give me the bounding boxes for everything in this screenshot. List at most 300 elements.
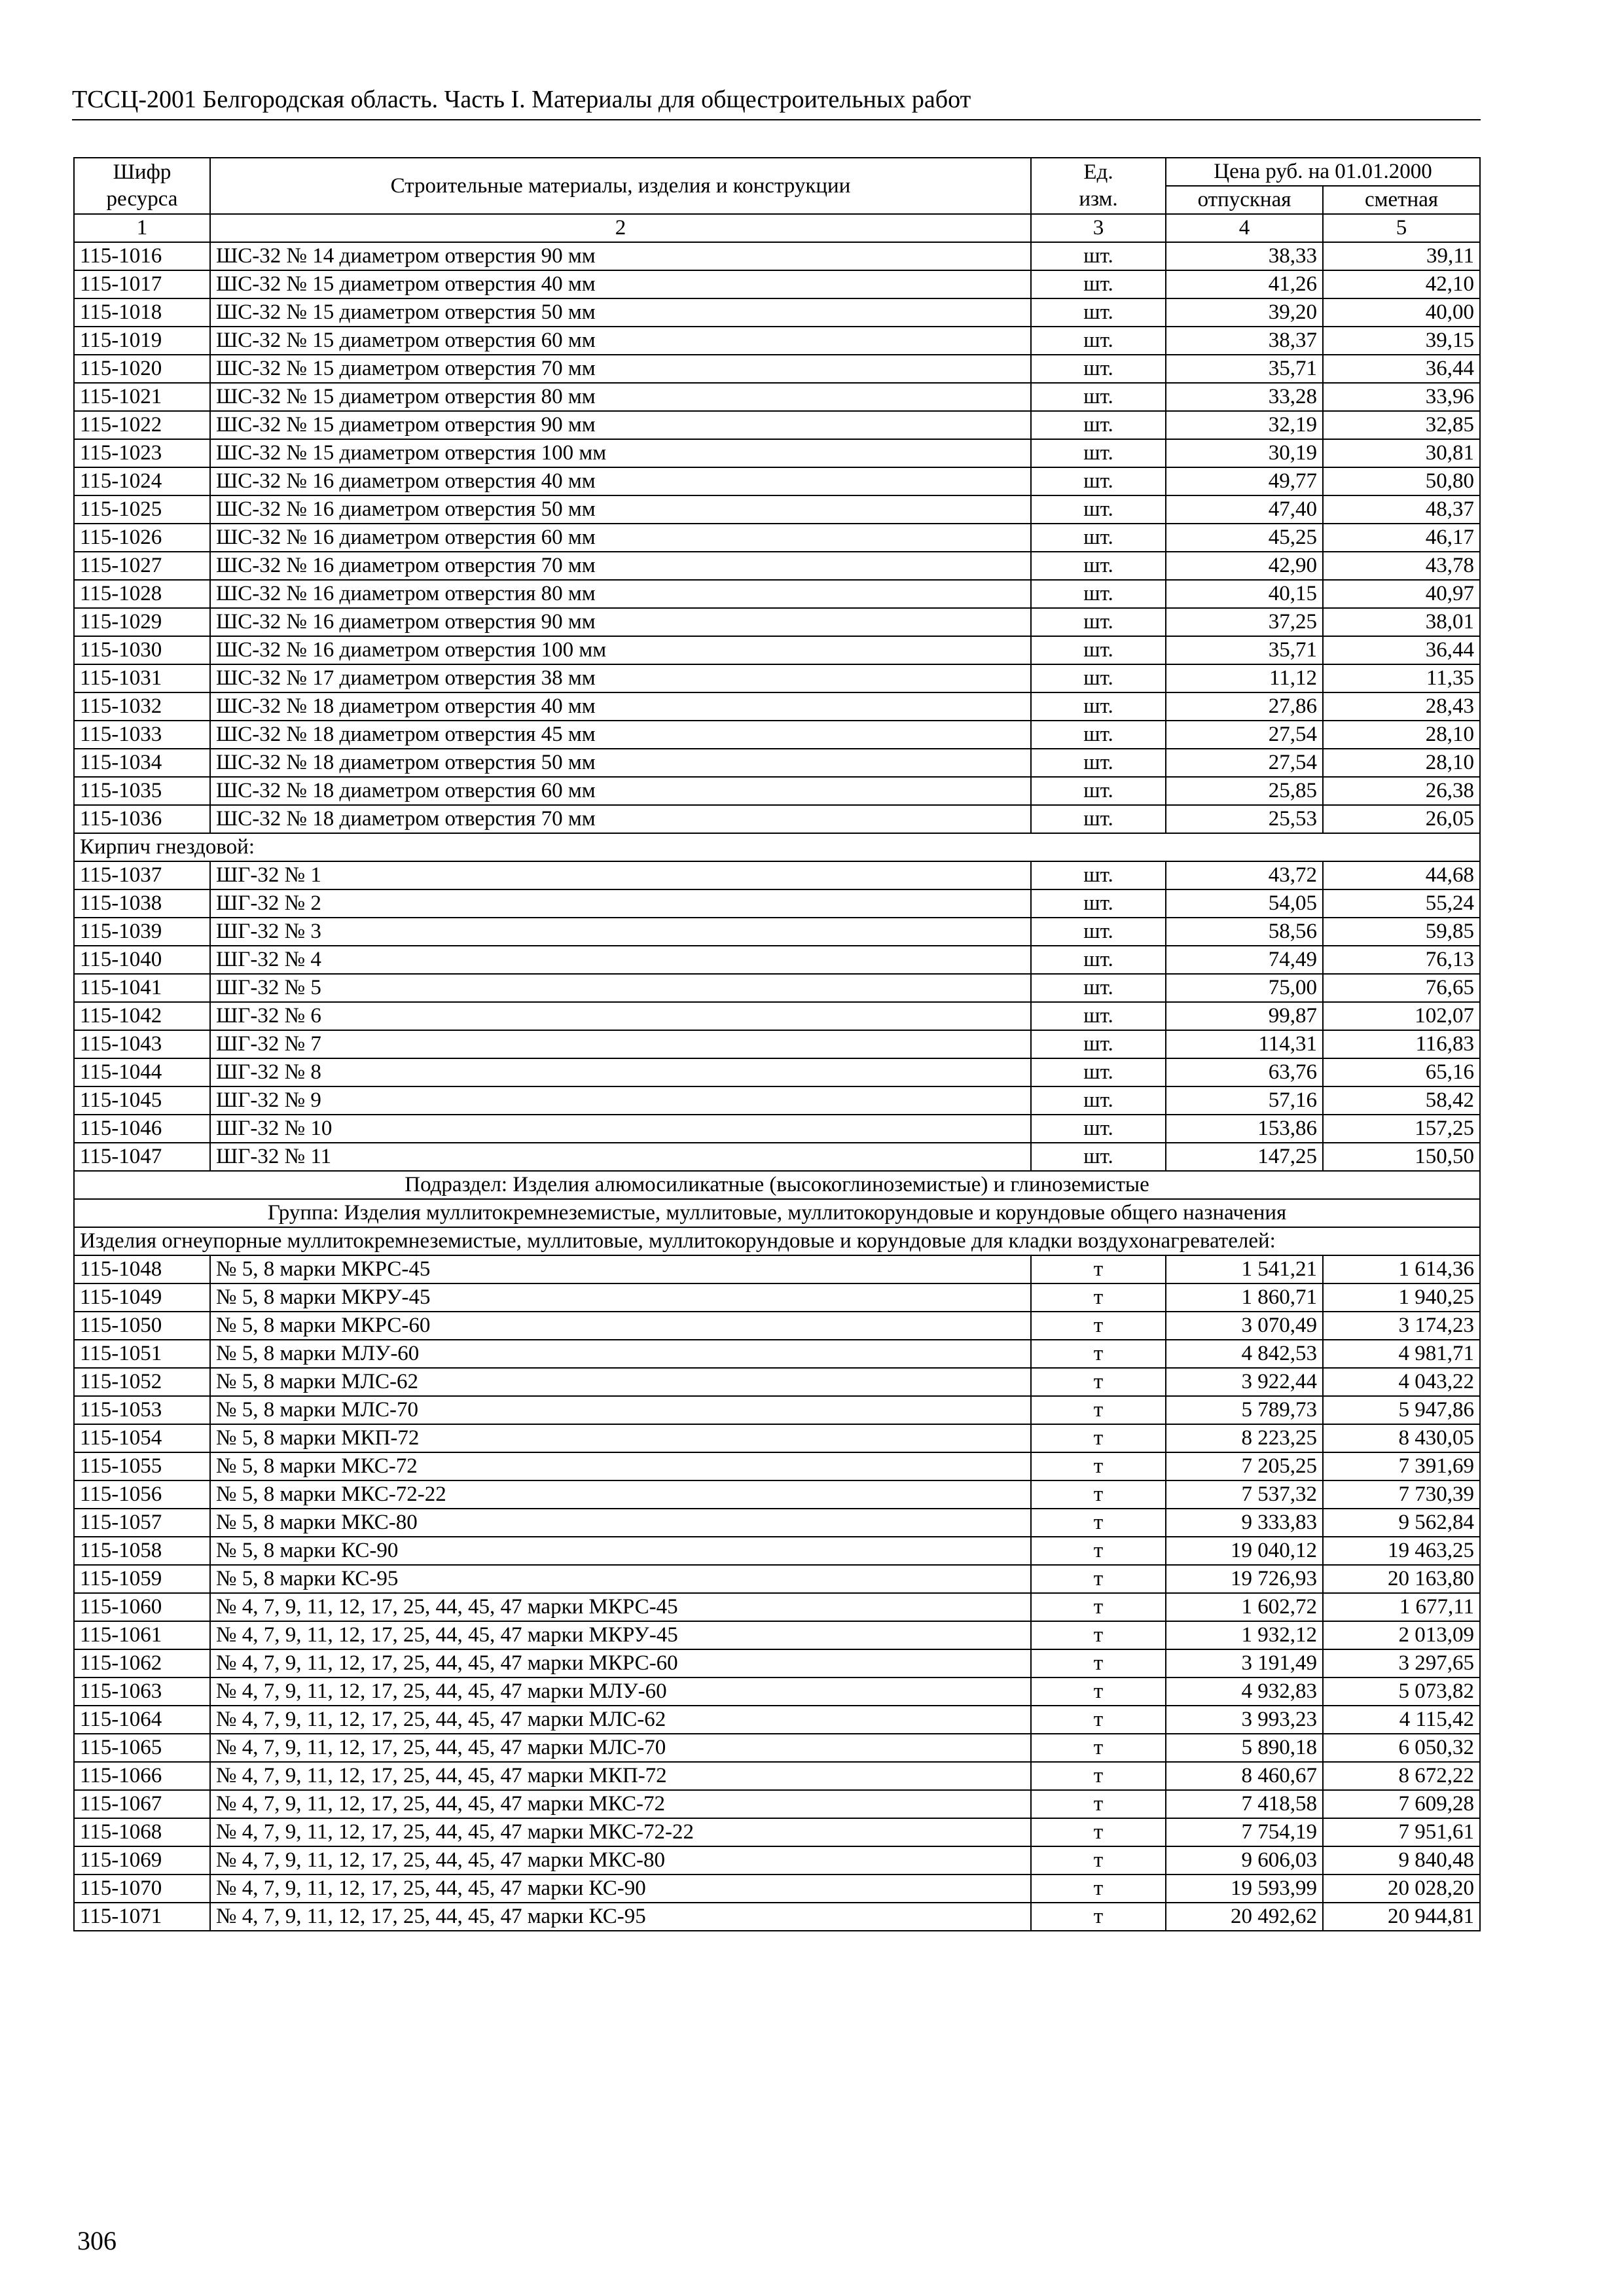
table-row	[74, 1480, 1480, 1509]
cell-code: 115-1038	[74, 889, 210, 918]
cell-price-release: 1 860,71	[1166, 1283, 1323, 1312]
cell-code: 115-1047	[74, 1143, 210, 1171]
cell-code: 115-1067	[74, 1790, 210, 1818]
cell-name: ШС-32 № 17 диаметром отверстия 38 мм	[210, 664, 1031, 692]
table-row	[74, 1846, 1480, 1874]
table-row	[74, 1030, 1480, 1058]
table-row	[74, 1086, 1480, 1115]
cell-name: ШС-32 № 16 диаметром отверстия 50 мм	[210, 495, 1031, 524]
col-header-code-text: Шифр ресурса	[106, 160, 178, 211]
cell-price-release: 27,54	[1166, 749, 1323, 777]
cell-price-release: 8 223,25	[1166, 1424, 1323, 1452]
cell-name: ШС-32 № 16 диаметром отверстия 80 мм	[210, 580, 1031, 608]
cell-unit: т	[1031, 1283, 1166, 1312]
cell-price-estimate: 26,38	[1323, 777, 1480, 805]
cell-code: 115-1055	[74, 1452, 210, 1480]
cell-code: 115-1034	[74, 749, 210, 777]
cell-unit: т	[1031, 1846, 1166, 1874]
cell-price-release: 7 418,58	[1166, 1790, 1323, 1818]
cell-code: 115-1046	[74, 1115, 210, 1143]
cell-unit: шт.	[1031, 805, 1166, 833]
table-row	[74, 242, 1480, 270]
cell-code: 115-1028	[74, 580, 210, 608]
col-number-4: 4	[1166, 214, 1323, 242]
cell-unit: шт.	[1031, 327, 1166, 355]
cell-unit: шт.	[1031, 495, 1166, 524]
cell-price-release: 114,31	[1166, 1030, 1323, 1058]
cell-name: № 5, 8 марки МКС-72-22	[210, 1480, 1031, 1509]
cell-name: ШГ-32 № 5	[210, 974, 1031, 1002]
cell-price-estimate: 20 163,80	[1323, 1565, 1480, 1593]
table-row	[74, 861, 1480, 889]
cell-name: № 5, 8 марки МКРУ-45	[210, 1283, 1031, 1312]
table-row	[74, 467, 1480, 495]
cell-unit: т	[1031, 1565, 1166, 1593]
rows-group-a	[74, 242, 1480, 833]
rows-group-b	[74, 861, 1480, 1171]
cell-price-estimate: 11,35	[1323, 664, 1480, 692]
cell-code: 115-1027	[74, 552, 210, 580]
cell-price-estimate: 116,83	[1323, 1030, 1480, 1058]
cell-code: 115-1040	[74, 946, 210, 974]
cell-price-estimate: 42,10	[1323, 270, 1480, 298]
cell-unit: т	[1031, 1762, 1166, 1790]
cell-price-estimate: 36,44	[1323, 355, 1480, 383]
cell-unit: шт.	[1031, 946, 1166, 974]
cell-price-release: 74,49	[1166, 946, 1323, 974]
cell-name: ШГ-32 № 2	[210, 889, 1031, 918]
cell-code: 115-1049	[74, 1283, 210, 1312]
cell-code: 115-1054	[74, 1424, 210, 1452]
cell-name: ШГ-32 № 6	[210, 1002, 1031, 1030]
table-row	[74, 411, 1480, 439]
cell-unit: шт.	[1031, 270, 1166, 298]
cell-name: ШГ-32 № 9	[210, 1086, 1031, 1115]
cell-code: 115-1029	[74, 608, 210, 636]
cell-code: 115-1064	[74, 1706, 210, 1734]
cell-price-release: 42,90	[1166, 552, 1323, 580]
subheading-row	[74, 1227, 1480, 1255]
cell-price-estimate: 20 944,81	[1323, 1903, 1480, 1931]
cell-price-estimate: 50,80	[1323, 467, 1480, 495]
cell-unit: т	[1031, 1340, 1166, 1368]
cell-price-estimate: 43,78	[1323, 552, 1480, 580]
section-group	[74, 1171, 1480, 1255]
cell-unit: шт.	[1031, 974, 1166, 1002]
cell-unit: шт.	[1031, 692, 1166, 721]
cell-price-estimate: 33,96	[1323, 383, 1480, 411]
column-numbers-row	[74, 214, 1480, 242]
col-number-5: 5	[1323, 214, 1480, 242]
cell-unit: шт.	[1031, 552, 1166, 580]
cell-code: 115-1025	[74, 495, 210, 524]
cell-unit: т	[1031, 1312, 1166, 1340]
cell-price-release: 9 333,83	[1166, 1509, 1323, 1537]
cell-price-estimate: 1 940,25	[1323, 1283, 1480, 1312]
table-row	[74, 1396, 1480, 1424]
col-header-unit-text: Ед. изм.	[1079, 160, 1118, 211]
cell-code: 115-1048	[74, 1255, 210, 1283]
cell-unit: т	[1031, 1649, 1166, 1677]
cell-name: ШС-32 № 14 диаметром отверстия 90 мм	[210, 242, 1031, 270]
table-row	[74, 580, 1480, 608]
cell-unit: т	[1031, 1818, 1166, 1846]
cell-name: № 5, 8 марки МЛС-70	[210, 1396, 1031, 1424]
cell-price-release: 30,19	[1166, 439, 1323, 467]
cell-price-estimate: 59,85	[1323, 918, 1480, 946]
cell-code: 115-1035	[74, 777, 210, 805]
cell-price-release: 3 922,44	[1166, 1368, 1323, 1396]
table-row	[74, 1424, 1480, 1452]
cell-name: № 5, 8 марки МКП-72	[210, 1424, 1031, 1452]
cell-price-release: 33,28	[1166, 383, 1323, 411]
cell-price-release: 99,87	[1166, 1002, 1323, 1030]
cell-price-estimate: 1 677,11	[1323, 1593, 1480, 1621]
cell-price-estimate: 32,85	[1323, 411, 1480, 439]
cell-name: № 4, 7, 9, 11, 12, 17, 25, 44, 45, 47 марки МЛС-70	[210, 1734, 1031, 1762]
table-row	[74, 524, 1480, 552]
cell-unit: шт.	[1031, 355, 1166, 383]
cell-price-estimate: 48,37	[1323, 495, 1480, 524]
cell-price-estimate: 20 028,20	[1323, 1874, 1480, 1903]
subheading-nest-brick: Кирпич гнездовой:	[74, 833, 1480, 861]
cell-price-release: 41,26	[1166, 270, 1323, 298]
cell-code: 115-1022	[74, 411, 210, 439]
cell-price-estimate: 36,44	[1323, 636, 1480, 664]
cell-code: 115-1026	[74, 524, 210, 552]
cell-price-estimate: 76,13	[1323, 946, 1480, 974]
cell-price-release: 43,72	[1166, 861, 1323, 889]
table-row	[74, 1565, 1480, 1593]
cell-name: № 4, 7, 9, 11, 12, 17, 25, 44, 45, 47 марки МЛС-62	[210, 1706, 1031, 1734]
cell-price-release: 35,71	[1166, 636, 1323, 664]
cell-code: 115-1045	[74, 1086, 210, 1115]
cell-unit: шт.	[1031, 889, 1166, 918]
cell-code: 115-1062	[74, 1649, 210, 1677]
cell-code: 115-1020	[74, 355, 210, 383]
cell-name: ШС-32 № 15 диаметром отверстия 50 мм	[210, 298, 1031, 327]
cell-code: 115-1037	[74, 861, 210, 889]
cell-code: 115-1042	[74, 1002, 210, 1030]
cell-price-release: 19 593,99	[1166, 1874, 1323, 1903]
cell-code: 115-1053	[74, 1396, 210, 1424]
table-row	[74, 1762, 1480, 1790]
cell-name: № 4, 7, 9, 11, 12, 17, 25, 44, 45, 47 марки МКС-80	[210, 1846, 1031, 1874]
cell-name: ШС-32 № 15 диаметром отверстия 70 мм	[210, 355, 1031, 383]
cell-name: № 5, 8 марки КС-95	[210, 1565, 1031, 1593]
cell-unit: шт.	[1031, 636, 1166, 664]
cell-price-estimate: 28,43	[1323, 692, 1480, 721]
table-row	[74, 946, 1480, 974]
table-row	[74, 1734, 1480, 1762]
col-header-price-release: отпускная	[1166, 186, 1323, 214]
page-header: ТССЦ-2001 Белгородская область. Часть I. Материалы для общестроительных работ	[72, 84, 1481, 120]
cell-name: № 4, 7, 9, 11, 12, 17, 25, 44, 45, 47 марки МКП-72	[210, 1762, 1031, 1790]
cell-name: ШС-32 № 15 диаметром отверстия 80 мм	[210, 383, 1031, 411]
cell-price-estimate: 3 297,65	[1323, 1649, 1480, 1677]
cell-price-estimate: 28,10	[1323, 721, 1480, 749]
col-header-code	[74, 158, 210, 214]
table-row	[74, 552, 1480, 580]
cell-name: ШС-32 № 16 диаметром отверстия 100 мм	[210, 636, 1031, 664]
table-row	[74, 495, 1480, 524]
section-heading: Подраздел: Изделия алюмосиликатные (высокоглиноземистые) и глиноземистые	[74, 1171, 1480, 1199]
cell-price-estimate: 7 951,61	[1323, 1818, 1480, 1846]
cell-price-release: 5 789,73	[1166, 1396, 1323, 1424]
table-row	[74, 805, 1480, 833]
cell-price-release: 5 890,18	[1166, 1734, 1323, 1762]
table-row	[74, 1706, 1480, 1734]
cell-name: № 5, 8 марки КС-90	[210, 1537, 1031, 1565]
cell-price-estimate: 102,07	[1323, 1002, 1480, 1030]
subhead-b-group	[74, 833, 1480, 861]
rows-group-c	[74, 1255, 1480, 1931]
cell-code: 115-1058	[74, 1537, 210, 1565]
price-table	[73, 157, 1481, 1931]
table-row	[74, 1649, 1480, 1677]
section-row	[74, 1171, 1480, 1199]
cell-price-release: 45,25	[1166, 524, 1323, 552]
cell-price-release: 19 040,12	[1166, 1537, 1323, 1565]
cell-price-estimate: 5 073,82	[1323, 1677, 1480, 1706]
cell-price-estimate: 28,10	[1323, 749, 1480, 777]
table-row	[74, 1874, 1480, 1903]
cell-price-estimate: 8 430,05	[1323, 1424, 1480, 1452]
table-row	[74, 1509, 1480, 1537]
cell-name: № 4, 7, 9, 11, 12, 17, 25, 44, 45, 47 марки МКС-72	[210, 1790, 1031, 1818]
cell-name: № 4, 7, 9, 11, 12, 17, 25, 44, 45, 47 марки МКРС-45	[210, 1593, 1031, 1621]
cell-name: № 4, 7, 9, 11, 12, 17, 25, 44, 45, 47 марки МКРУ-45	[210, 1621, 1031, 1649]
cell-price-estimate: 40,00	[1323, 298, 1480, 327]
cell-name: ШГ-32 № 4	[210, 946, 1031, 974]
cell-code: 115-1056	[74, 1480, 210, 1509]
cell-name: № 4, 7, 9, 11, 12, 17, 25, 44, 45, 47 марки МКС-72-22	[210, 1818, 1031, 1846]
table-row	[74, 1312, 1480, 1340]
cell-unit: шт.	[1031, 439, 1166, 467]
cell-unit: т	[1031, 1706, 1166, 1734]
table-row	[74, 749, 1480, 777]
group-row	[74, 1199, 1480, 1227]
table-row	[74, 636, 1480, 664]
table-row	[74, 777, 1480, 805]
cell-price-estimate: 55,24	[1323, 889, 1480, 918]
cell-name: ШГ-32 № 7	[210, 1030, 1031, 1058]
cell-price-release: 25,85	[1166, 777, 1323, 805]
cell-price-estimate: 19 463,25	[1323, 1537, 1480, 1565]
cell-code: 115-1061	[74, 1621, 210, 1649]
cell-unit: шт.	[1031, 1058, 1166, 1086]
cell-name: ШС-32 № 18 диаметром отверстия 60 мм	[210, 777, 1031, 805]
cell-unit: шт.	[1031, 524, 1166, 552]
cell-unit: т	[1031, 1255, 1166, 1283]
cell-code: 115-1059	[74, 1565, 210, 1593]
cell-unit: шт.	[1031, 608, 1166, 636]
cell-price-release: 54,05	[1166, 889, 1323, 918]
cell-price-release: 37,25	[1166, 608, 1323, 636]
table-row	[74, 918, 1480, 946]
cell-price-release: 4 842,53	[1166, 1340, 1323, 1368]
cell-name: ШС-32 № 16 диаметром отверстия 60 мм	[210, 524, 1031, 552]
table-row	[74, 1537, 1480, 1565]
cell-price-release: 3 993,23	[1166, 1706, 1323, 1734]
cell-code: 115-1041	[74, 974, 210, 1002]
table-row	[74, 889, 1480, 918]
cell-unit: т	[1031, 1537, 1166, 1565]
cell-code: 115-1024	[74, 467, 210, 495]
cell-price-estimate: 3 174,23	[1323, 1312, 1480, 1340]
cell-code: 115-1071	[74, 1903, 210, 1931]
cell-code: 115-1021	[74, 383, 210, 411]
cell-name: № 5, 8 марки МКРС-60	[210, 1312, 1031, 1340]
cell-price-release: 153,86	[1166, 1115, 1323, 1143]
cell-unit: шт.	[1031, 467, 1166, 495]
table-row	[74, 1677, 1480, 1706]
cell-price-release: 8 460,67	[1166, 1762, 1323, 1790]
col-header-price: Цена руб. на 01.01.2000	[1166, 158, 1480, 186]
cell-price-release: 35,71	[1166, 355, 1323, 383]
table-row	[74, 1621, 1480, 1649]
cell-price-estimate: 1 614,36	[1323, 1255, 1480, 1283]
cell-code: 115-1044	[74, 1058, 210, 1086]
cell-code: 115-1018	[74, 298, 210, 327]
table-row	[74, 1283, 1480, 1312]
cell-name: № 4, 7, 9, 11, 12, 17, 25, 44, 45, 47 марки КС-90	[210, 1874, 1031, 1903]
col-header-name: Строительные материалы, изделия и конструкции	[210, 158, 1031, 214]
col-number-2: 2	[210, 214, 1031, 242]
group-heading	[74, 1199, 1480, 1227]
cell-unit: т	[1031, 1874, 1166, 1903]
cell-name: № 4, 7, 9, 11, 12, 17, 25, 44, 45, 47 марки МКРС-60	[210, 1649, 1031, 1677]
cell-unit: т	[1031, 1424, 1166, 1452]
cell-unit: шт.	[1031, 1086, 1166, 1115]
cell-code: 115-1065	[74, 1734, 210, 1762]
cell-price-estimate: 2 013,09	[1323, 1621, 1480, 1649]
cell-price-release: 19 726,93	[1166, 1565, 1323, 1593]
cell-name: ШС-32 № 15 диаметром отверстия 90 мм	[210, 411, 1031, 439]
cell-code: 115-1030	[74, 636, 210, 664]
table-row	[74, 298, 1480, 327]
cell-unit: шт.	[1031, 749, 1166, 777]
table-row	[74, 1058, 1480, 1086]
group-heading-text: Группа: Изделия муллитокремнеземистые, муллитовые, муллитокорундовые и корундовые общего назначения	[267, 1201, 1287, 1225]
cell-price-estimate: 30,81	[1323, 439, 1480, 467]
cell-name: ШГ-32 № 11	[210, 1143, 1031, 1171]
cell-unit: шт.	[1031, 918, 1166, 946]
cell-unit: т	[1031, 1677, 1166, 1706]
cell-price-release: 25,53	[1166, 805, 1323, 833]
cell-code: 115-1057	[74, 1509, 210, 1537]
cell-price-estimate: 4 981,71	[1323, 1340, 1480, 1368]
cell-unit: т	[1031, 1734, 1166, 1762]
cell-unit: шт.	[1031, 1030, 1166, 1058]
cell-price-estimate: 58,42	[1323, 1086, 1480, 1115]
cell-price-estimate: 4 043,22	[1323, 1368, 1480, 1396]
cell-price-estimate: 157,25	[1323, 1115, 1480, 1143]
cell-name: № 5, 8 марки МКРС-45	[210, 1255, 1031, 1283]
cell-price-release: 38,37	[1166, 327, 1323, 355]
table-row	[74, 664, 1480, 692]
cell-unit: шт.	[1031, 777, 1166, 805]
table-row	[74, 1340, 1480, 1368]
cell-unit: шт.	[1031, 580, 1166, 608]
cell-unit: т	[1031, 1509, 1166, 1537]
cell-name: ШГ-32 № 1	[210, 861, 1031, 889]
cell-price-release: 7 754,19	[1166, 1818, 1323, 1846]
cell-code: 115-1069	[74, 1846, 210, 1874]
cell-code: 115-1068	[74, 1818, 210, 1846]
cell-price-estimate: 76,65	[1323, 974, 1480, 1002]
cell-name: № 5, 8 марки МКС-72	[210, 1452, 1031, 1480]
table-row	[74, 327, 1480, 355]
col-header-unit	[1031, 158, 1166, 214]
cell-price-release: 58,56	[1166, 918, 1323, 946]
cell-unit: т	[1031, 1593, 1166, 1621]
cell-name: ШС-32 № 15 диаметром отверстия 60 мм	[210, 327, 1031, 355]
table-row	[74, 1818, 1480, 1846]
cell-price-estimate: 5 947,86	[1323, 1396, 1480, 1424]
cell-price-estimate: 6 050,32	[1323, 1734, 1480, 1762]
cell-unit: шт.	[1031, 664, 1166, 692]
cell-price-estimate: 4 115,42	[1323, 1706, 1480, 1734]
cell-code: 115-1017	[74, 270, 210, 298]
cell-name: ШС-32 № 18 диаметром отверстия 50 мм	[210, 749, 1031, 777]
cell-price-release: 1 932,12	[1166, 1621, 1323, 1649]
cell-price-release: 1 602,72	[1166, 1593, 1323, 1621]
cell-name: ШС-32 № 16 диаметром отверстия 40 мм	[210, 467, 1031, 495]
table-row	[74, 1002, 1480, 1030]
cell-price-release: 3 070,49	[1166, 1312, 1323, 1340]
col-number-1: 1	[74, 214, 210, 242]
cell-price-estimate: 44,68	[1323, 861, 1480, 889]
col-header-price-estimate: сметная	[1323, 186, 1480, 214]
cell-price-estimate: 39,11	[1323, 242, 1480, 270]
cell-price-estimate: 9 562,84	[1323, 1509, 1480, 1537]
cell-price-release: 9 606,03	[1166, 1846, 1323, 1874]
cell-unit: шт.	[1031, 861, 1166, 889]
cell-code: 115-1051	[74, 1340, 210, 1368]
cell-price-release: 40,15	[1166, 580, 1323, 608]
cell-price-release: 47,40	[1166, 495, 1323, 524]
cell-price-release: 1 541,21	[1166, 1255, 1323, 1283]
cell-name: № 4, 7, 9, 11, 12, 17, 25, 44, 45, 47 марки КС-95	[210, 1903, 1031, 1931]
cell-name: ШС-32 № 15 диаметром отверстия 100 мм	[210, 439, 1031, 467]
cell-code: 115-1032	[74, 692, 210, 721]
cell-unit: т	[1031, 1480, 1166, 1509]
cell-code: 115-1039	[74, 918, 210, 946]
table-row	[74, 1790, 1480, 1818]
cell-unit: т	[1031, 1452, 1166, 1480]
table-row	[74, 1452, 1480, 1480]
cell-name: № 5, 8 марки МЛС-62	[210, 1368, 1031, 1396]
cell-price-estimate: 7 730,39	[1323, 1480, 1480, 1509]
cell-price-release: 49,77	[1166, 467, 1323, 495]
cell-price-release: 27,86	[1166, 692, 1323, 721]
table-row	[74, 1143, 1480, 1171]
cell-code: 115-1036	[74, 805, 210, 833]
cell-unit: шт.	[1031, 242, 1166, 270]
cell-price-release: 3 191,49	[1166, 1649, 1323, 1677]
table-row	[74, 608, 1480, 636]
cell-unit: шт.	[1031, 1143, 1166, 1171]
table-row	[74, 974, 1480, 1002]
table-row	[74, 1368, 1480, 1396]
cell-code: 115-1050	[74, 1312, 210, 1340]
cell-code: 115-1063	[74, 1677, 210, 1706]
cell-price-release: 32,19	[1166, 411, 1323, 439]
cell-name: ШС-32 № 16 диаметром отверстия 70 мм	[210, 552, 1031, 580]
cell-price-estimate: 38,01	[1323, 608, 1480, 636]
cell-price-release: 38,33	[1166, 242, 1323, 270]
